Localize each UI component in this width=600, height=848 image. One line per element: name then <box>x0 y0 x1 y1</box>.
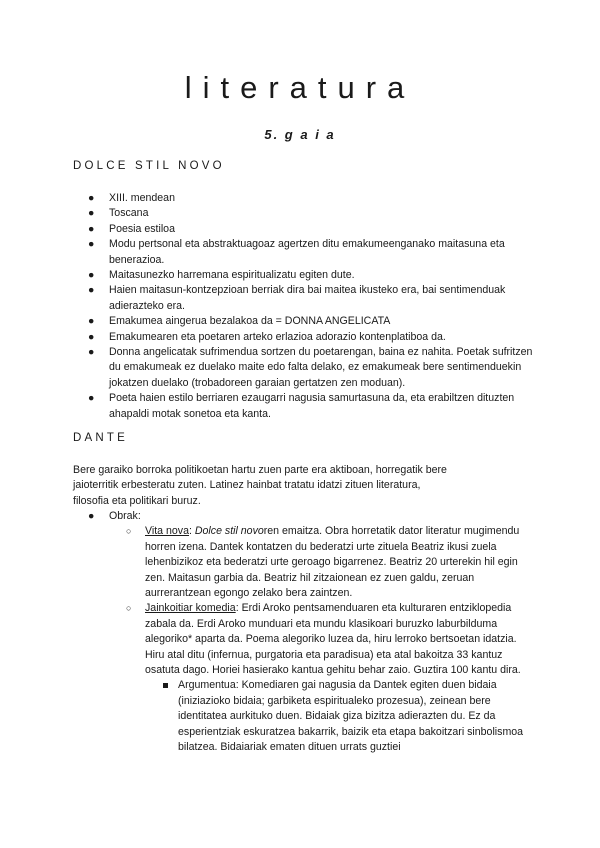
list-item: ● Modu pertsonal eta abstraktuagoaz agertzen ditu emakumeenganako maitasuna eta benerazioa. <box>88 238 505 266</box>
document-subtitle: 5. g a i a <box>264 127 336 142</box>
bullet-dot-icon: ● <box>88 222 95 235</box>
section-heading-dante: DANTE <box>73 432 128 444</box>
bullet-dot-icon: ● <box>88 192 95 204</box>
sub-list-item: Argumentua: Komediaren gai nagusia da Dantek egiten duen bidaia (iniziazioko bidaia; garbiketa espiritualeko prozesua), zeinean bere identitatea aurkituko duen. Bidaiak giza bizitza adierazten du. Ez da esperientziak eskuratzea bakarrik, baizik eta etapa bakoitzari sinbolismoa bilatzea. Bidaiariak ematen dituen urrats guztiei <box>145 678 533 755</box>
dante-intro-paragraph: Bere garaiko borroka politikoetan hartu zuen parte era aktiboan, horregatik bere jaioterritik erbesteratu zuten. Latinez hainbat tratatu idatzi zituen literatura, filosofia eta politikari buruz. <box>73 464 447 507</box>
bullet-dot-icon: ● <box>88 510 95 522</box>
bullet-dot-icon: ● <box>88 207 95 220</box>
dante-list <box>73 509 533 756</box>
list-item: ● Emakumea aingerua bezalakoa da = DONNA ANGELICATA <box>73 314 533 329</box>
bullet-dot-icon: ● <box>88 269 95 282</box>
work-title: Vita nova <box>145 525 189 538</box>
section-heading-dolce-stil-novo: DOLCE STIL NOVO <box>73 160 225 172</box>
bullet-dot-icon: ● <box>88 346 95 359</box>
list-item: ● Maitasunezko harremana espiritualizatu egiten dute. <box>73 268 533 283</box>
list-item: ● Poeta haien estilo berriaren ezaugarri nagusia samurtasuna da, eta erabiltzen dituzten ahapaldi motak sonetoa eta kanta. <box>88 392 515 420</box>
list-item: ● Emakumearen eta poetaren arteko erlazioa adorazio kontenplatiboa da. <box>73 330 533 345</box>
bullet-dot-icon: ● <box>88 238 95 251</box>
list-item: ● Toscana <box>73 206 533 221</box>
list-item: ● Donna angelicatak sufrimendua sortzen du poetarengan, baina ez nahita. Poetak sufritzen du emakumeak ez duelako maite edo falta delako, ez emakumeak bere sentimenduekin jokatzen duelako (trobadoreen garaian gertatzen zen moduan). <box>88 346 533 389</box>
bullet-square-icon <box>163 683 168 688</box>
dolce-stil-novo-list <box>73 191 533 422</box>
list-item-obrak: ● Obrak: ○ Vita nova: Dolce stil novoren emaitza. Obra horretatik dator literatur mugimendu horren izena. Dantek kontatzen du bederatzi urte zituela Beatriz ikusi zuela lehenbizikoz eta bederatzi urte geroago bigarrenez. Beatriz 20 urterekin hil egin zen. Maitasun garbia da. Beatriz hil zitzaionean ez zuen galdu, zeruan aurrerantzean egongo zelako bera zaintzen. ○ Jainkoitiar komedia: Erdi Aroko pentsamenduaren eta kulturaren entziklopedia zabala da. Erdi Aroko munduari eta mundu klasikoari buruzko laburbilduma alegoriko* aparta da. Poema alegoriko luzea da, hiru lerroko bertsoetan idatzia. Hiru atal ditu (infernua, purgatoria eta paradisua) eta atal bakoitza 33 kantuz osatuta dago. Horiei hasierako kantua gehitu behar zaio. Guztira 100 kantu dira. Argumentua: Komediaren gai nagusia da Dantek egiten duen bidaia (iniziazioko bidaia; garbiketa espiritualeko prozesua), zeinean bere identitatea aurkituko duen. Bidaiak giza bizitza adierazten du. Ez da esperientziak eskuratzea bakarrik, baizik eta etapa bakoitzari sinbolismoa bilatzea. Bidaiariak ematen dituen urrats guztiei <box>73 509 533 756</box>
list-item: ● Poesia estiloa <box>73 222 533 237</box>
list-item: ● XIII. mendean <box>73 191 533 206</box>
bullet-circle-icon: ○ <box>126 603 132 614</box>
work-item-vita-nova: ○ Vita nova: Dolce stil novoren emaitza. Obra horretatik dator literatur mugimendu horren izena. Dantek kontatzen du bederatzi urte zituela Beatriz ikusi zuela lehenbizikoz eta bederatzi urte geroago bigarrenez. Beatriz 20 urterekin hil egin zen. Maitasun garbia da. Beatriz hil zitzaionean ez zuen galdu, zeruan aurrerantzean egongo zelako bera zaintzen. <box>126 525 520 600</box>
works-list <box>109 524 533 755</box>
bullet-circle-icon: ○ <box>126 526 132 537</box>
bullet-dot-icon: ● <box>88 315 95 328</box>
bullet-dot-icon: ● <box>88 392 95 405</box>
document-title: literatura <box>184 70 416 105</box>
komedia-sub-list <box>145 678 533 755</box>
list-item: ● Haien maitasun-kontzepzioan berriak dira bai maitea ikusteko era, bai sentimenduak adierazteko era. <box>88 284 506 312</box>
bullet-dot-icon: ● <box>88 284 95 297</box>
bullet-dot-icon: ● <box>88 330 95 343</box>
work-title: Jainkoitiar komedia <box>145 602 236 615</box>
work-item-jainkoitiar-komedia: ○ Jainkoitiar komedia: Erdi Aroko pentsamenduaren eta kulturaren entziklopedia zabala da. Erdi Aroko munduari eta mundu klasikoari buruzko laburbilduma alegoriko* aparta da. Poema alegoriko luzea da, hiru lerroko bertsoetan idatzia. Hiru atal ditu (infernua, purgatoria eta paradisua) eta atal bakoitza 33 kantuz osatuta dago. Horiei hasierako kantua gehitu behar zaio. Guztira 100 kantu dira. Argumentua: Komediaren gai nagusia da Dantek egiten duen bidaia (iniziazioko bidaia; garbiketa espiritualeko prozesua), zeinean bere identitatea aurkituko duen. Bidaiak giza bizitza adierazten du. Ez da esperientziak eskuratzea bakarrik, baizik eta etapa bakoitzari sinbolismoa bilatzea. Bidaiariak ematen dituen urrats guztiei <box>109 601 533 755</box>
